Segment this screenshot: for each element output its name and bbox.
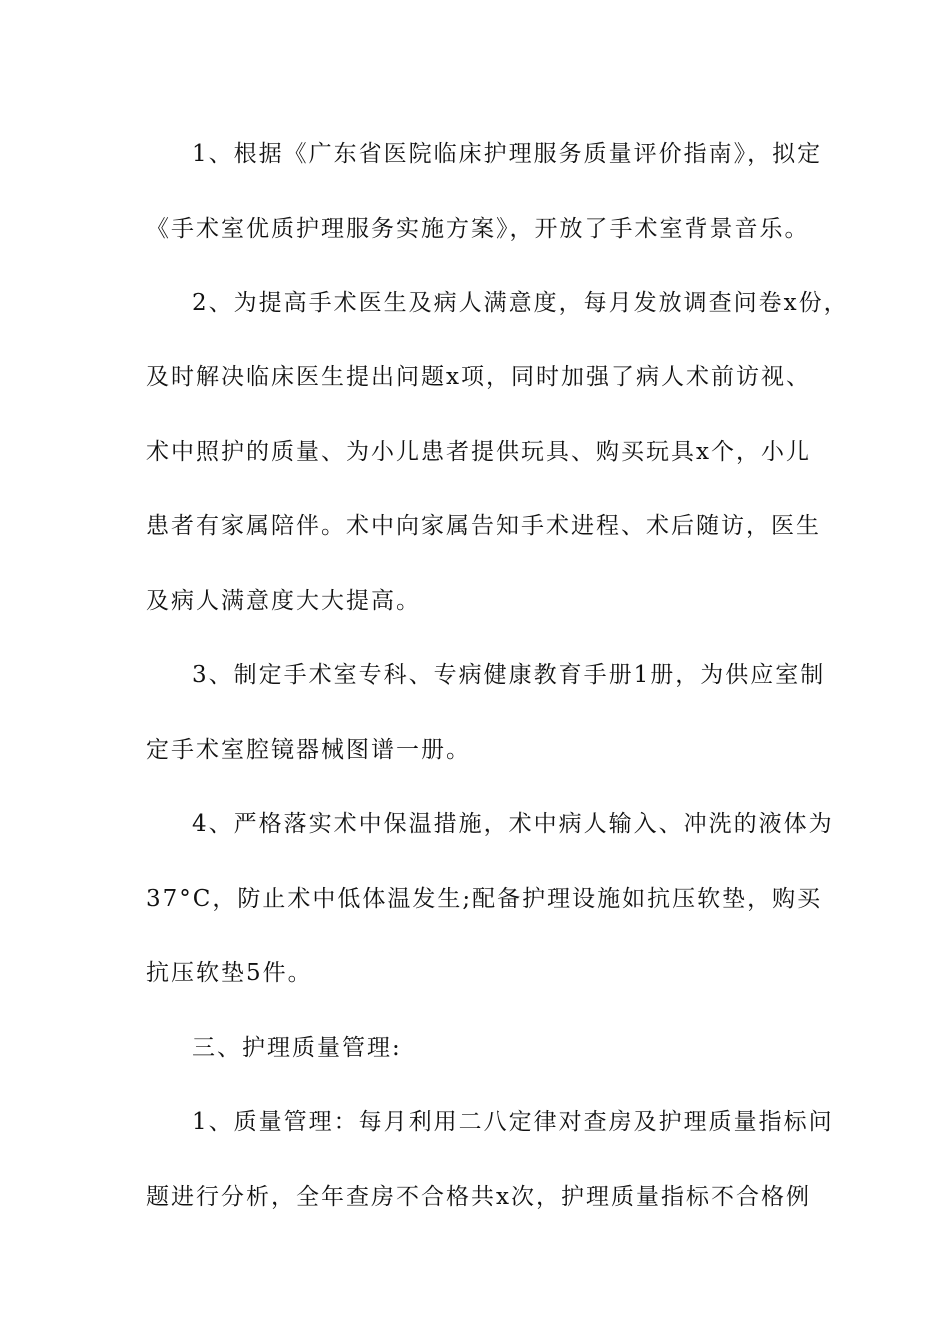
paragraph-4-line-3: 抗压软垫5件。: [146, 960, 313, 986]
paragraph-5-line-2: 题进行分析，全年查房不合格共x次，护理质量指标不合格例: [146, 1184, 811, 1210]
paragraph-2-line-5: 及病人满意度大大提高。: [146, 588, 421, 614]
paragraph-3-line-1: 3、制定手术室专科、专病健康教育手册1册，为供应室制: [192, 662, 826, 688]
paragraph-4-line-1: 4、严格落实术中保温措施，术中病人输入、冲洗的液体为: [192, 811, 834, 837]
paragraph-2-line-2: 及时解决临床医生提出问题x项，同时加强了病人术前访视、: [146, 364, 811, 390]
section-heading: 三、护理质量管理:: [192, 1035, 402, 1061]
paragraph-1-line-1: 1、根据《广东省医院临床护理服务质量评价指南》，拟定: [192, 141, 823, 167]
paragraph-5-line-1: 1、质量管理：每月利用二八定律对查房及护理质量指标问: [192, 1109, 834, 1135]
paragraph-4-line-2: 37°C，防止术中低体温发生;配备护理设施如抗压软垫，购买: [146, 886, 823, 912]
paragraph-2-line-3: 术中照护的质量、为小儿患者提供玩具、购买玩具x个，小儿: [146, 439, 811, 465]
paragraph-3-line-2: 定手术室腔镜器械图谱一册。: [146, 737, 471, 763]
paragraph-2-line-4: 患者有家属陪伴。术中向家属告知手术进程、术后随访，医生: [146, 513, 821, 539]
paragraph-1-line-2: 《手术室优质护理服务实施方案》，开放了手术室背景音乐。: [146, 216, 810, 242]
paragraph-2-line-1: 2、为提高手术医生及病人满意度，每月发放调查问卷x份，: [192, 290, 849, 316]
